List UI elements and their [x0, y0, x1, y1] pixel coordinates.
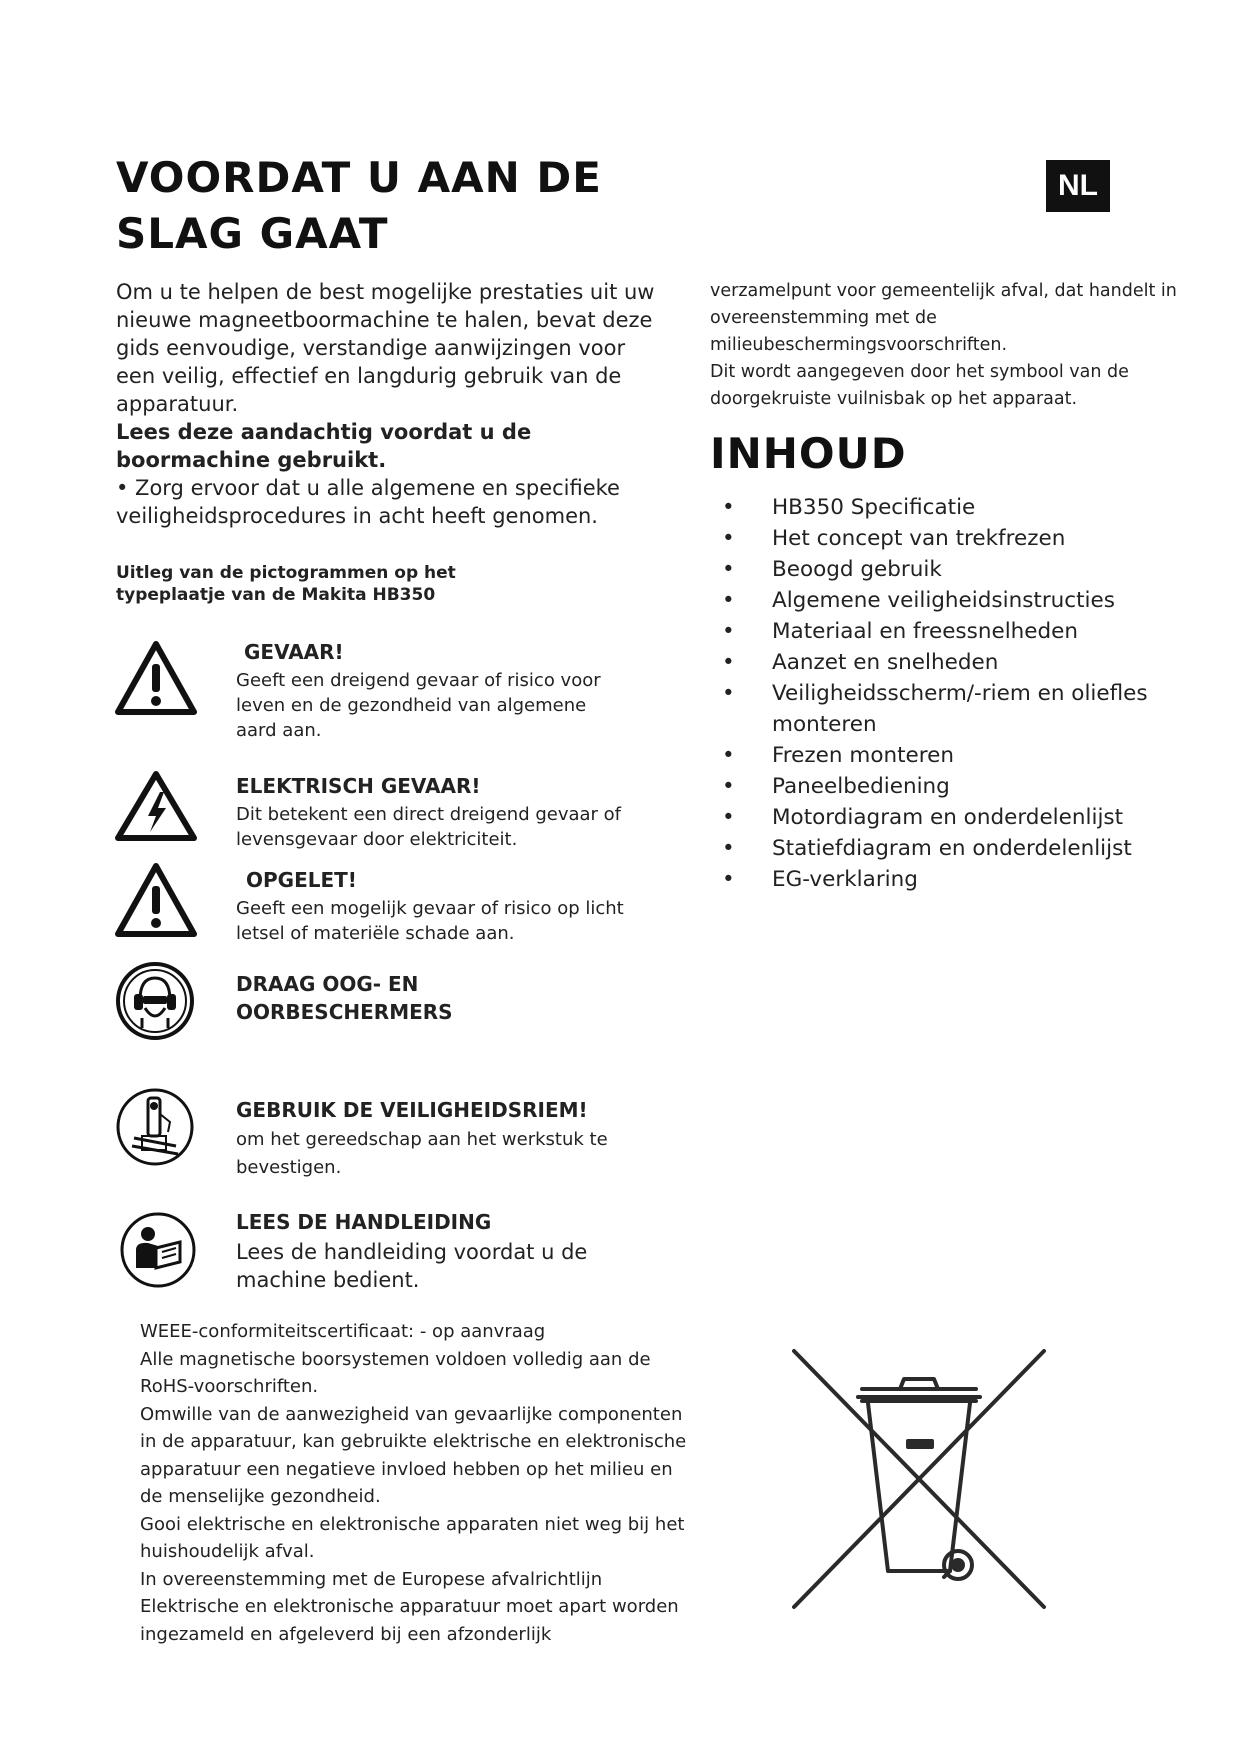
electric-hazard-icon — [114, 770, 198, 842]
weee-continuation-text: verzamelpunt voor gemeentelijk afval, dat handelt in overeenstemming met de milieubeschermingsvoorschriften. — [710, 281, 1177, 355]
weee-continuation — [710, 278, 1180, 413]
picto-text-caution: Geeft een mogelijk gevaar of risico op licht letsel of materiële schade aan. — [236, 898, 624, 944]
picto-title-caution: OPGELET! — [246, 868, 357, 892]
read-manual-icon — [118, 1210, 198, 1290]
picto-title-manual: LEES DE HANDLEIDING — [236, 1210, 492, 1234]
contents-list — [720, 492, 1190, 895]
warning-triangle-icon — [114, 640, 198, 716]
safety-strap-icon — [114, 1086, 196, 1168]
list-item: • Paneelbediening — [722, 774, 950, 799]
picto-text-electric: Dit betekent een direct dreigend gevaar of levensgevaar door elektriciteit. — [236, 804, 622, 850]
picto-title-electric: ELEKTRISCH GEVAAR! — [236, 774, 481, 798]
caution-triangle-icon — [114, 862, 198, 938]
list-item: • Veiligheidsscherm/-riem en oliefles monteren — [722, 681, 1148, 737]
picto-title-danger: GEVAAR! — [244, 640, 344, 664]
intro-paragraph: Om u te helpen de best mogelijke prestaties uit uw nieuwe magneetboormachine te halen, bevat deze gids eenvoudige, verstandige aanwijzingen voor een veilig, effectief en langdurig gebruik van de apparatuur. — [116, 280, 655, 416]
weee-line: WEEE-conformiteitscertificaat: - op aanvraag — [140, 1321, 546, 1342]
picto-text-danger: Geeft een dreigend gevaar of risico voor leven en de gezondheid van algemene aard aan. — [236, 670, 601, 741]
eye-ear-protection-icon — [114, 960, 196, 1042]
weee-line: In overeenstemming met de Europese afvalrichtlijn Elektrische en elektronische apparatuur moet apart worden ingezameld en afgeleverd bij een afzonderlijk — [140, 1568, 679, 1645]
crossed-out-bin-icon — [788, 1345, 1050, 1613]
weee-symbol-note: Dit wordt aangegeven door het symbool van de doorgekruiste vuilnisbak op het apparaat. — [710, 362, 1129, 409]
weee-line: Gooi elektrische en elektronische apparaten niet weg bij het huishoudelijk afval. — [140, 1513, 685, 1562]
list-item: • Algemene veiligheidsinstructies — [722, 588, 1115, 613]
list-item: • Het concept van trekfrezen — [722, 526, 1066, 551]
list-item: • Aanzet en snelheden — [722, 650, 999, 675]
list-item: • Statiefdiagram en onderdelenlijst — [722, 836, 1132, 861]
picto-text-manual: Lees de handleiding voordat u de machine bedient. — [236, 1240, 588, 1292]
list-item: • EG-verklaring — [722, 867, 918, 892]
language-badge: NL — [1046, 160, 1110, 212]
picto-text-strap: om het gereedschap aan het werkstuk te bevestigen. — [236, 1129, 608, 1178]
intro-section — [116, 278, 656, 530]
weee-line: Alle magnetische boorsystemen voldoen volledig aan de RoHS-voorschriften. — [140, 1348, 651, 1397]
contents-title: INHOUD — [710, 429, 907, 478]
picto-title-protection: DRAAG OOG- EN OORBESCHERMERS — [236, 972, 453, 1024]
list-item: • Motordiagram en onderdelenlijst — [722, 805, 1124, 830]
list-item: • Beoogd gebruik — [722, 557, 942, 582]
weee-section — [140, 1318, 700, 1648]
weee-line: Omwille van de aanwezigheid van gevaarlijke componenten in de apparatuur, kan gebruikte elektrische en elektronische apparatuur een negatieve invloed hebben op het milieu en de menselijke gezondheid. — [140, 1403, 687, 1507]
intro-bold-note: Lees deze aandachtig voordat u de boormachine gebruikt. — [116, 420, 532, 472]
picto-title-strap: GEBRUIK DE VEILIGHEIDSRIEM! — [236, 1098, 588, 1122]
list-item: • Frezen monteren — [722, 743, 954, 768]
page-title: VOORDAT U AAN DE SLAG GAAT — [116, 153, 602, 258]
list-item: • Materiaal en freessnelheden — [722, 619, 1079, 644]
list-item: • HB350 Specificatie — [722, 495, 976, 520]
intro-bullet: • Zorg ervoor dat u alle algemene en specifieke veiligheidsprocedures in acht heeft genomen. — [116, 476, 620, 528]
pictogram-heading: Uitleg van de pictogrammen op het typeplaatje van de Makita HB350 — [116, 563, 456, 605]
